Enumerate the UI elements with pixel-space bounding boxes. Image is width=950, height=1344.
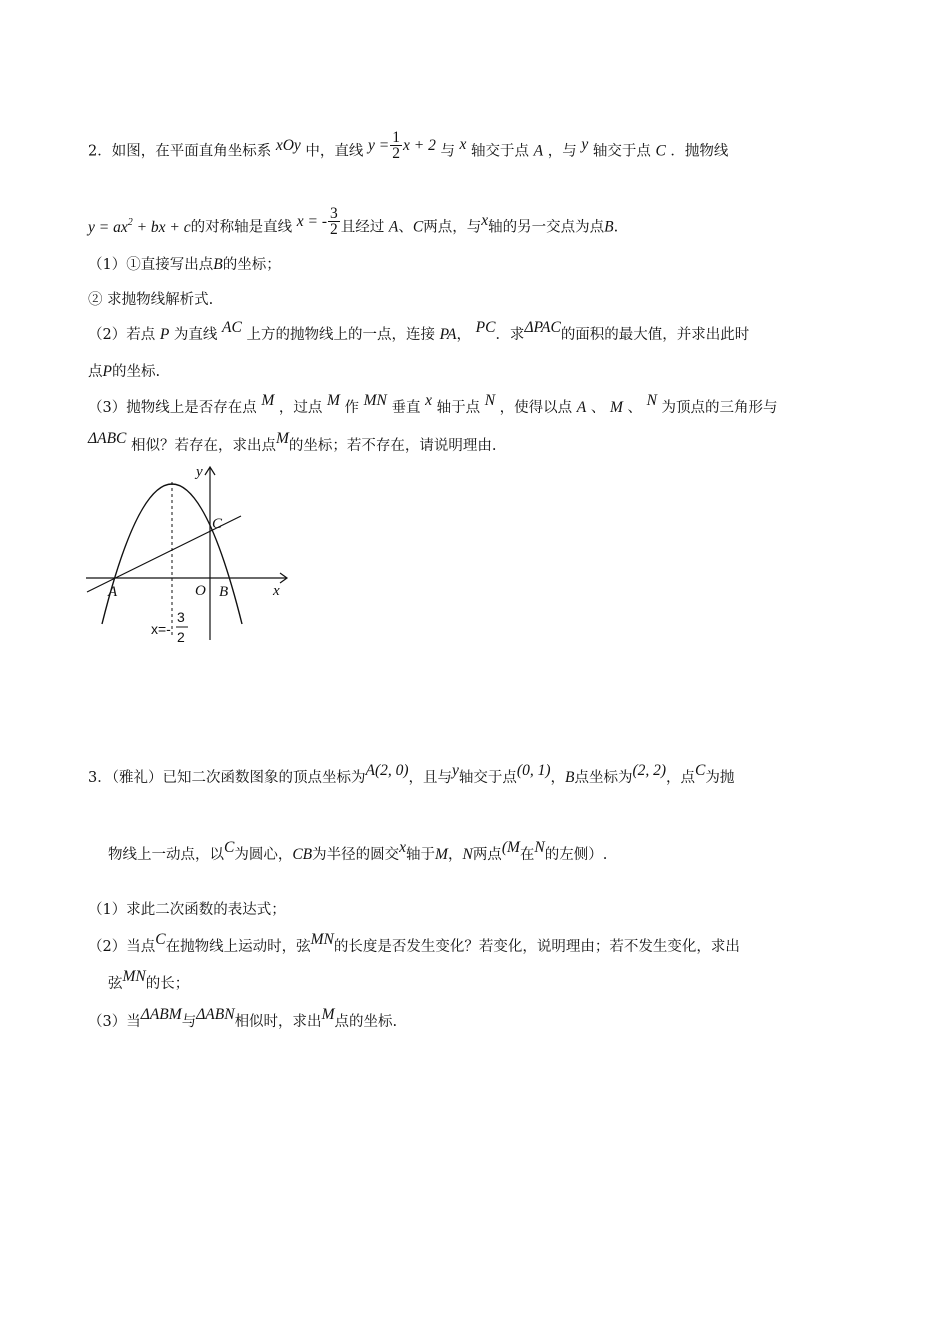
math-B: B xyxy=(213,256,223,273)
math-AC: AC xyxy=(222,319,242,336)
math-N: N xyxy=(484,392,496,409)
q3-line-1 xyxy=(88,762,864,788)
text: 垂直 xyxy=(391,400,421,416)
text: 轴交于点 xyxy=(471,143,530,160)
parabola-figure xyxy=(84,462,299,647)
text: 作 xyxy=(344,400,360,416)
text: （1）求此二次函数的表达式； xyxy=(88,902,286,918)
math-x: x xyxy=(425,392,432,409)
text: 两点，与 xyxy=(423,219,482,236)
q3-part-1 xyxy=(88,900,864,920)
math-M: M xyxy=(321,1006,335,1023)
math-MN: MN xyxy=(363,392,387,409)
math-point-01: (0, 1) xyxy=(516,762,551,779)
math-line-y: y = xyxy=(368,136,390,154)
math-B: B xyxy=(565,769,575,786)
text: 为顶点的三角形与 xyxy=(661,400,778,416)
text: . xyxy=(613,219,619,236)
text: 、 xyxy=(398,219,413,236)
text: 的坐标；若不存在，请说明理由. xyxy=(288,438,497,454)
text: 轴交于点 xyxy=(592,143,651,160)
text: ， xyxy=(550,770,565,786)
math-line-rest: x + 2 xyxy=(402,136,436,154)
math-x: x xyxy=(459,135,467,153)
text: 两点 xyxy=(472,847,502,863)
q2-part-2-cont xyxy=(88,362,864,382)
parab-a: y = ax xyxy=(88,218,128,236)
math-P: P xyxy=(102,363,112,380)
text: 的面积的最大值，并求出此时 xyxy=(560,327,750,343)
q3-number: 3．（雅礼）已知二次函数图象的顶点坐标为 xyxy=(88,770,366,786)
math-C: C xyxy=(412,218,424,236)
math-MN: MN xyxy=(310,931,334,948)
math-P: P xyxy=(159,326,170,343)
text: 在 xyxy=(519,847,535,863)
math-N: N xyxy=(462,846,473,863)
text: ，点 xyxy=(666,770,696,786)
q3-part-3 xyxy=(88,1006,864,1032)
text: 轴交于点 xyxy=(458,770,517,786)
math-PA: PA xyxy=(439,326,457,343)
point-C-label: C xyxy=(212,516,223,532)
text: 的对称轴是直线 xyxy=(190,219,293,236)
text: 轴于点 xyxy=(436,400,481,416)
text: 物线上一动点，以 xyxy=(108,847,224,863)
frac-den: 2 xyxy=(330,221,338,238)
text: 弦 xyxy=(108,976,123,992)
text: 上方的抛物线上的一点，连接 xyxy=(246,327,435,343)
text: （2）若点 xyxy=(88,327,156,343)
math-y: y xyxy=(581,135,589,153)
origin-label: O xyxy=(195,583,206,599)
text: ② 求抛物线解析式. xyxy=(88,292,214,308)
text: ，使得以点 xyxy=(499,400,573,416)
math-xoy: xOy xyxy=(275,136,301,154)
text: ，过点 xyxy=(278,400,323,416)
math-M: M xyxy=(261,392,275,409)
text: 的坐标. xyxy=(111,364,161,380)
math-y: y xyxy=(452,762,459,779)
text: （1）①直接写出点 xyxy=(88,257,214,273)
exp-2: 2 xyxy=(127,216,133,228)
frac-den: 2 xyxy=(392,145,400,162)
math-C: C xyxy=(155,931,166,948)
math-triangle-ABM: ΔABM xyxy=(140,1006,182,1023)
math-M: M xyxy=(275,430,289,447)
point-B-label: B xyxy=(219,584,229,600)
text: 为半径的圆交 xyxy=(312,847,400,863)
text: ．抛物线 xyxy=(670,143,729,160)
math-C: C xyxy=(695,762,706,779)
frac-num: 3 xyxy=(330,205,338,222)
parab-b: + bx + c xyxy=(132,218,191,236)
text: 的长； xyxy=(145,976,190,992)
q2-line-2 xyxy=(88,205,864,243)
q2-part-1-2 xyxy=(88,290,864,310)
math-M: M xyxy=(435,846,448,863)
q2-part-3-cont xyxy=(88,430,864,456)
text: 与 xyxy=(181,1014,197,1030)
q2-part-2 xyxy=(88,319,864,345)
text: 轴的另一交点为点 xyxy=(488,219,605,236)
fraction-half xyxy=(390,130,402,161)
point-A-label: A xyxy=(108,584,118,600)
math-C: C xyxy=(655,142,666,160)
text: 中，直线 xyxy=(305,143,364,160)
text: 与 xyxy=(440,143,455,160)
math-N: N xyxy=(534,839,545,856)
text: （2）当点 xyxy=(88,939,156,955)
x-axis-label: x xyxy=(273,583,280,599)
q2-part-3 xyxy=(88,392,864,418)
q2-line-1 xyxy=(88,129,864,167)
text: 、 xyxy=(627,400,642,416)
q3-part-2-cont xyxy=(108,968,864,994)
axis-equation-label: x=- xyxy=(151,621,171,637)
text: 点的坐标. xyxy=(334,1014,398,1030)
q3-line-2 xyxy=(108,839,864,865)
math-point-22: (2, 2) xyxy=(632,762,667,779)
math-x: x xyxy=(399,839,407,856)
y-axis-label: y xyxy=(196,464,203,480)
math-M: M xyxy=(326,392,340,409)
text: ，且与 xyxy=(408,770,453,786)
axis-equation-den: 2 xyxy=(177,629,185,645)
text: 点 xyxy=(88,364,103,380)
frac-num: 1 xyxy=(392,129,400,146)
math-triangle-PAC: ΔPAC xyxy=(524,319,561,336)
math-M: M xyxy=(609,399,623,416)
text: 、 xyxy=(590,400,606,416)
text: 为抛 xyxy=(705,770,735,786)
text: 的左侧）. xyxy=(544,847,608,863)
q2-number: 2．如图，在平面直角坐标系 xyxy=(88,143,272,160)
math-A: A xyxy=(576,399,587,416)
math-MN: MN xyxy=(122,968,146,985)
text: 点坐标为 xyxy=(574,770,633,786)
math-x: x xyxy=(481,211,489,229)
text: ， xyxy=(456,327,472,343)
text: 为直线 xyxy=(173,327,218,343)
axis-equation-num: 3 xyxy=(177,609,185,625)
q2-part-1 xyxy=(88,255,864,275)
text: 的长度是否发生变化？若变化，说明理由；若不发生变化，求出 xyxy=(333,939,740,955)
text: 轴于 xyxy=(406,847,436,863)
math-triangle-ABN: ΔABN xyxy=(196,1006,235,1023)
text: 且经过 xyxy=(340,219,385,236)
math-parabola xyxy=(88,216,191,236)
text: 的坐标； xyxy=(222,257,281,273)
text: 相似时，求出 xyxy=(234,1014,322,1030)
text: ．求 xyxy=(495,327,525,343)
math-axis-x: x = - xyxy=(296,212,328,230)
text: 在抛物线上运动时，弦 xyxy=(165,939,311,955)
math-C: C xyxy=(224,839,235,856)
math-A: A xyxy=(533,142,544,160)
text: ，与 xyxy=(547,143,577,160)
text: 为圆心， xyxy=(234,847,293,863)
math-PC: PC xyxy=(475,319,496,336)
math-paren-M: (M xyxy=(501,839,520,856)
math-A-point: A(2, 0) xyxy=(365,762,409,779)
math-B: B xyxy=(604,218,614,236)
math-A: A xyxy=(388,218,399,236)
text: （3）抛物线上是否存在点 xyxy=(88,400,257,416)
math-N: N xyxy=(646,392,657,409)
fraction-three-halves xyxy=(328,206,340,237)
math-CB: CB xyxy=(292,846,313,863)
text: ， xyxy=(447,847,463,863)
text: 相似？若存在，求出点 xyxy=(130,438,276,454)
q3-part-2 xyxy=(88,931,864,957)
math-triangle-ABC: ΔABC xyxy=(88,430,127,447)
text: （3）当 xyxy=(88,1014,141,1030)
